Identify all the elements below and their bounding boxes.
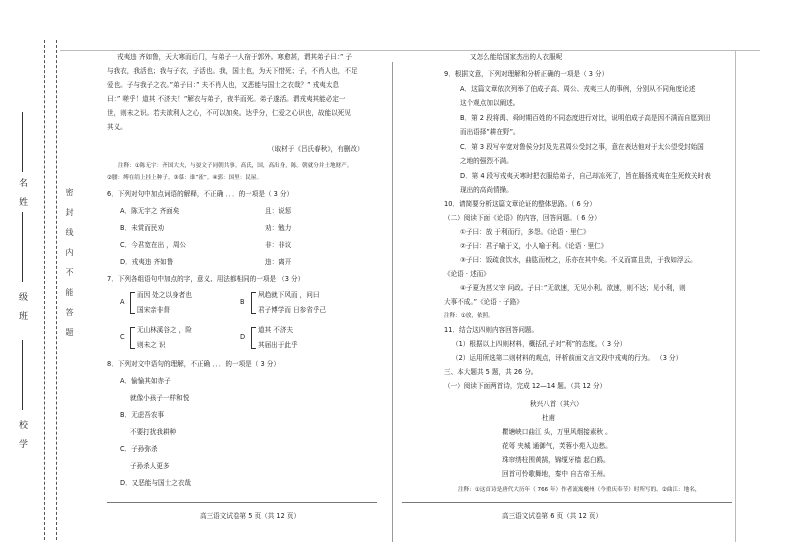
footnote: ②腰：缚在绢上挂上种子。③慕：谁”雀”。④郭：国里：民屋。 xyxy=(107,175,263,181)
question-11: 11．结合这四则内容回答问题。 xyxy=(444,326,539,334)
poem-line-3: 珠帘绣柱围黄鹄，锦缆牙樯 起白鸥。 xyxy=(502,456,610,464)
question-10: 10．请简要分析这篇文章论证的整体思路。（ 6 分） xyxy=(444,200,596,208)
q6-option-a: A．陈无宇之 齐面矣 xyxy=(120,207,180,215)
seal-char-6: 能 xyxy=(65,288,74,307)
seal-char-5: 不 xyxy=(65,268,74,287)
q7-d-line1: 道其 不济夫 xyxy=(258,326,294,334)
passage-line: 戎夷违 齐如鲁，天大寒而后门，与弟子一人宿于郭外。寒愈甚，谓其弟子曰：” 子 xyxy=(117,53,353,61)
left-page-footer: 高三语文试卷第 5 页（共 12 页） xyxy=(200,512,301,520)
passage-line: 曰：” 嗟乎！道其 不济夫！”解衣与弟子，夜半而死。弟子遂活。谓戎夷其能必定一 xyxy=(107,95,346,103)
q7-letter-b: B xyxy=(240,298,245,306)
q9-option-a: A．这篇文章依次列举了伯成子高、周公、戎夷三人的事例，分别从不同角度论述 xyxy=(460,85,696,93)
poem-footnote: 注释：①这首诗是唐代大历年（ 766 年）作者流寓夔州（今重庆奉节）时所写的。②曲江：地名， xyxy=(458,487,701,493)
q6-answer-c: 非：非议 xyxy=(265,241,292,249)
footer-rule xyxy=(402,502,732,503)
poem-line-4: 回首可怜歌舞地，秦中 自古帝王州。 xyxy=(502,470,610,478)
q8-option-c: C．子孙弥杀 xyxy=(120,445,158,453)
brace xyxy=(251,292,256,314)
analects-4: ④子夏为莒父宰 问政。子曰：”无欲速，无见小利。欲速，则不达；见小利，则 xyxy=(460,284,686,292)
q8-option-c-gloss: 子孙杀人更多 xyxy=(130,462,170,470)
question-11-part-2: （2）运用所选第二则材料的观点，评析前面文言文段中戎夷的行为。 （3 分） xyxy=(452,354,683,362)
q9-option-c: C．第 3 段写辛宽对鲁侯分封及先君周公受封之事，意在表达他对于太公望受封始国 xyxy=(460,143,704,151)
question-11-part-1: （1）根据以上四则材料，概括孔子对”利”的态度。（ 3 分） xyxy=(452,340,627,348)
brace xyxy=(130,327,135,349)
q7-letter-a: A xyxy=(120,298,125,306)
right-page xyxy=(392,0,752,549)
q7-c-line1: 无山林溪谷之 ，险 xyxy=(137,326,192,334)
q8-option-b: B．无虑吾农事 xyxy=(120,411,165,419)
q6-option-b: B．未赏而民劝 xyxy=(120,224,165,232)
q9-option-b-cont: 而出语择”耕在野”。 xyxy=(460,128,520,136)
seal-char-7: 答 xyxy=(65,308,74,327)
analects-3: ③子曰：饭疏食饮水，曲肱而枕之，乐亦在其中矣。不义而富且贵，于我如浮云。 xyxy=(460,256,697,264)
q9-option-b: B．第 2 段将禹、舜时期百姓的不同态度进行对比，说明伯成子高是因不满而自愿到田 xyxy=(460,114,711,122)
q7-letter-c: C xyxy=(120,333,125,341)
section-3-heading: 三、本大题共 5 题，共 26 分。 xyxy=(444,368,538,376)
footnote: 注释：①陈无宇：齐国大夫，与晏文子同朝共事。高氏，国，高出身，陈。朝就分并土地财产。 xyxy=(118,163,353,169)
class-label: 级班 xyxy=(17,292,27,330)
q7-c-line2: 则未之 识 xyxy=(137,341,166,349)
q9-option-d-cont: 现出的高尚情操。 xyxy=(460,186,513,194)
q8-option-b-gloss: 不要打扰我耕种 xyxy=(130,428,177,436)
seal-char-3: 线 xyxy=(65,228,74,247)
q6-option-d: D．戎夷违 齐如鲁 xyxy=(120,258,174,266)
q7-b-line2: 君子博学而 日参省乎己 xyxy=(258,306,327,314)
poem-author: 杜甫 xyxy=(542,414,556,422)
q8-option-a-gloss: 就像小孩子一样和悦 xyxy=(130,394,190,402)
left-page xyxy=(0,0,392,549)
section-2-heading: （二）阅读下面《论语》的内容，回答问题。（ 6 分） xyxy=(444,214,601,222)
analects-3-source: 《论语 · 述而》 xyxy=(444,270,490,278)
question-8: 8．下列对文中语句的理解，不正确 ．．．的一项是（ 3 分） xyxy=(107,360,280,368)
q6-option-c: C．今君宽在出 ，周公 xyxy=(120,241,187,249)
passage-line: 其义。 xyxy=(107,123,127,131)
question-6: 6．下列对句中加点词语的解释，不正确 ．．．的一项是（ 3 分） xyxy=(107,190,294,198)
q9-option-d: D．第 4 段写戎夷天寒时把衣服给弟子，自己却冻死了，旨在肠扬戎夷在生死攸关时表 xyxy=(460,172,711,180)
q6-answer-d: 违：离开 xyxy=(265,258,292,266)
q7-letter-d: D xyxy=(240,333,246,341)
q6-answer-a: 且：说惩 xyxy=(265,207,292,215)
brace xyxy=(251,327,256,349)
school-label: 校学 xyxy=(17,420,27,458)
poem-title: 秋兴八首（其六） xyxy=(530,400,583,408)
right-page-footer: 高三语文试卷第 6 页（共 12 页） xyxy=(502,512,603,520)
q9-option-a-cont: 这个观点加以阐述。 xyxy=(460,99,520,107)
q7-a-line1: 而因 处之以身者也 xyxy=(137,291,192,299)
name-label: 名姓 xyxy=(17,178,27,216)
seal-char-8: 题 xyxy=(65,328,74,347)
poem-line-2: 花萼 夹城 通御气，芙蓉小苑入边愁。 xyxy=(502,442,612,450)
q6-answer-b: 劝：勉力 xyxy=(265,224,292,232)
footnote: 注释：①放，依照。 xyxy=(444,313,494,319)
q8-option-d-gloss: 又怎么能给国家杰出的人衣服呢 xyxy=(470,53,563,61)
q7-a-line2: 国宋亲非督 xyxy=(137,306,170,314)
analects-2: ②子曰：君子喻于义，小人喻于利。《论语 · 里仁》 xyxy=(460,242,608,250)
question-7: 7．下列各组语句中加点的字，意义、用法都相同的一项是 （3 分） xyxy=(107,275,305,283)
source-citation: （取材于《吕氏春秋》，有删改） xyxy=(268,145,364,153)
passage-line: 与我衣，我活也；我与子衣，子活也。我，国士也，为天下惜死；子，不肖人也，不足 xyxy=(107,67,358,75)
seal-char-4: 内 xyxy=(65,248,74,267)
question-9: 9．根据文意，下列对理解和分析正确的一项是（ 3 分） xyxy=(444,70,609,78)
poem-line-1: 瞿塘峡口曲江 头，万里风烟接素秋 。 xyxy=(502,428,612,436)
q7-d-line2: 其届出于此乎 xyxy=(258,341,298,349)
analects-4-source: 大事不成。”《论语 · 子路》 xyxy=(444,298,523,306)
footer-rule xyxy=(107,502,377,503)
q8-option-d: D．又恶能与国士之衣哉 xyxy=(120,479,192,487)
q8-option-a: A．愉愉其如赤子 xyxy=(120,377,171,385)
analects-1: ①子曰：放 于利而行，多怨。《论语 · 里仁》 xyxy=(460,228,590,236)
poem-instructions: （一）阅读下面两首诗，完成 12—14 题。（共 12 分） xyxy=(444,382,607,390)
q7-b-line1: 夙趋就下风而 ，问曰 xyxy=(258,291,320,299)
passage-line: 爱也。子与我子之衣。”弟子曰：” 夫不肖人也，又恶能与国士之衣哉？” 戎夷太息 xyxy=(107,81,340,89)
passage-line: 世，则未之识。若夫欲利人之心，不可以加矣。达乎分，仁爱之心识也，故能以死见 xyxy=(107,109,351,117)
q9-option-c-cont: 之地的强烈不满。 xyxy=(460,157,513,165)
brace xyxy=(130,292,135,314)
seal-char-2: 封 xyxy=(65,208,74,227)
seal-char-1: 密 xyxy=(65,188,74,207)
